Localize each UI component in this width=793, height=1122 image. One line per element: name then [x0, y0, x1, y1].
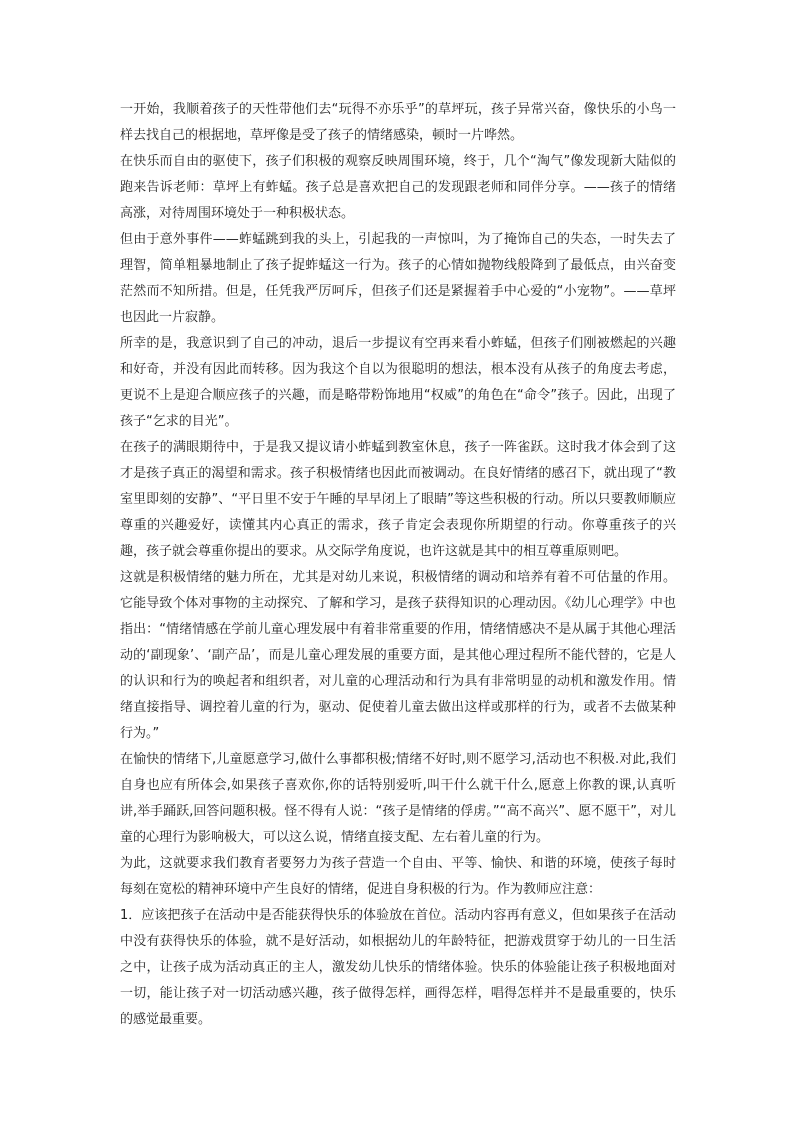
document-body: [120, 97, 676, 1033]
paragraph-4: 所幸的是，我意识到了自己的冲动，退后一步提议有空再来看小蚱蜢，但孩子们刚被燃起的兴趣和好奇，并没有因此而转移。因为我这个自以为很聪明的想法，根本没有从孩子的角度去考虑，更说不上是迎合顺应孩子的兴趣，而是略带粉饰地用“权威”的角色在“命令”孩子。因此，出现了孩子“乞求的目光”。: [120, 336, 676, 429]
paragraph-6: 这就是积极情绪的魅力所在，尤其是对幼儿来说，积极情绪的调动和培养有着不可估量的作用。它能导致个体对事物的主动探究、了解和学习，是孩子获得知识的心理动因。《幼儿心理学》中也指出：“情绪情感在学前儿童心理发展中有着非常重要的作用，情绪情感决不是从属于其他心理活动的‘副现象’、‘副产品’，而是儿童心理发展的重要方面，是其他心理过程所不能代替的，它是人的认识和行为的唤起者和组织者，对儿童的心理活动和行为具有非常明显的动机和激发作用。情绪直接指导、调控着儿童的行为，驱动、促使着儿童去做出这样或那样的行为，或者不去做某种行为。”: [120, 570, 676, 741]
paragraph-9: 1．应该把孩子在活动中是否能获得快乐的体验放在首位。活动内容再有意义，但如果孩子在活动中没有获得快乐的体验，就不是好活动，如根据幼儿的年龄特征，把游戏贯穿于幼儿的一日生活之中，让孩子成为活动真正的主人，激发幼儿快乐的情绪体验。快乐的体验能让孩子积极地面对一切，能让孩子对一切活动感兴趣，孩子做得怎样，画得怎样，唱得怎样并不是最重要的，快乐的感觉最重要。: [120, 908, 676, 1027]
paragraph-3: 但由于意外事件——蚱蜢跳到我的头上，引起我的一声惊叫，为了掩饰自己的失态，一时失去了理智，简单粗暴地制止了孩子捉蚱蜢这一行为。孩子的心情如抛物线般降到了最低点，由兴奋变茫然而不知所措。但是，任凭我严厉呵斥，但孩子们还是紧握着手中心爱的“小宠物”。——草坪也因此一片寂静。: [120, 232, 676, 325]
paragraph-8: 为此，这就要求我们教育者要努力为孩子营造一个自由、平等、愉快、和谐的环境，使孩子每时每刻在宽松的精神环境中产生良好的情绪，促进自身积极的行为。作为教师应注意：: [120, 856, 676, 897]
paragraph-5: 在孩子的满眼期待中，于是我又提议请小蚱蜢到教室休息，孩子一阵雀跃。这时我才体会到了这才是孩子真正的渴望和需求。孩子积极情绪也因此而被调动。在良好情绪的感召下，就出现了“教室里即刻的安静”、“平日里不安于午睡的早早闭上了眼睛”等这些积极的行动。所以只要教师顺应尊重的兴趣爱好，读懂其内心真正的需求，孩子肯定会表现你所期望的行动。你尊重孩子的兴趣，孩子就会尊重你提出的要求。从交际学角度说，也许这就是其中的相互尊重原则吧。: [120, 440, 676, 559]
paragraph-1: 一开始，我顺着孩子的天性带他们去“玩得不亦乐乎”的草坪玩，孩子异常兴奋，像快乐的小鸟一样去找自己的根据地，草坪像是受了孩子的情绪感染，顿时一片哗然。: [120, 102, 676, 143]
paragraph-2: 在快乐而自由的驱使下，孩子们积极的观察反映周围环境，终于，几个“淘气”像发现新大陆似的跑来告诉老师：草坪上有蚱蜢。孩子总是喜欢把自己的发现跟老师和同伴分享。——孩子的情绪高涨，对待周围环境处于一种积极状态。: [120, 154, 676, 221]
paragraph-7: 在愉快的情绪下,儿童愿意学习,做什么事都积极;情绪不好时,则不愿学习,活动也不积极.对此,我们自身也应有所体会,如果孩子喜欢你,你的话特别爱听,叫干什么就干什么,愿意上你教的课,认真听讲,举手踊跃,回答问题积极。怪不得有人说：“孩子是情绪的俘虏。”“高不高兴”、愿不愿干”，对儿童的心理行为影响极大，可以这么说，情绪直接支配、左右着儿童的行为。: [120, 752, 676, 845]
